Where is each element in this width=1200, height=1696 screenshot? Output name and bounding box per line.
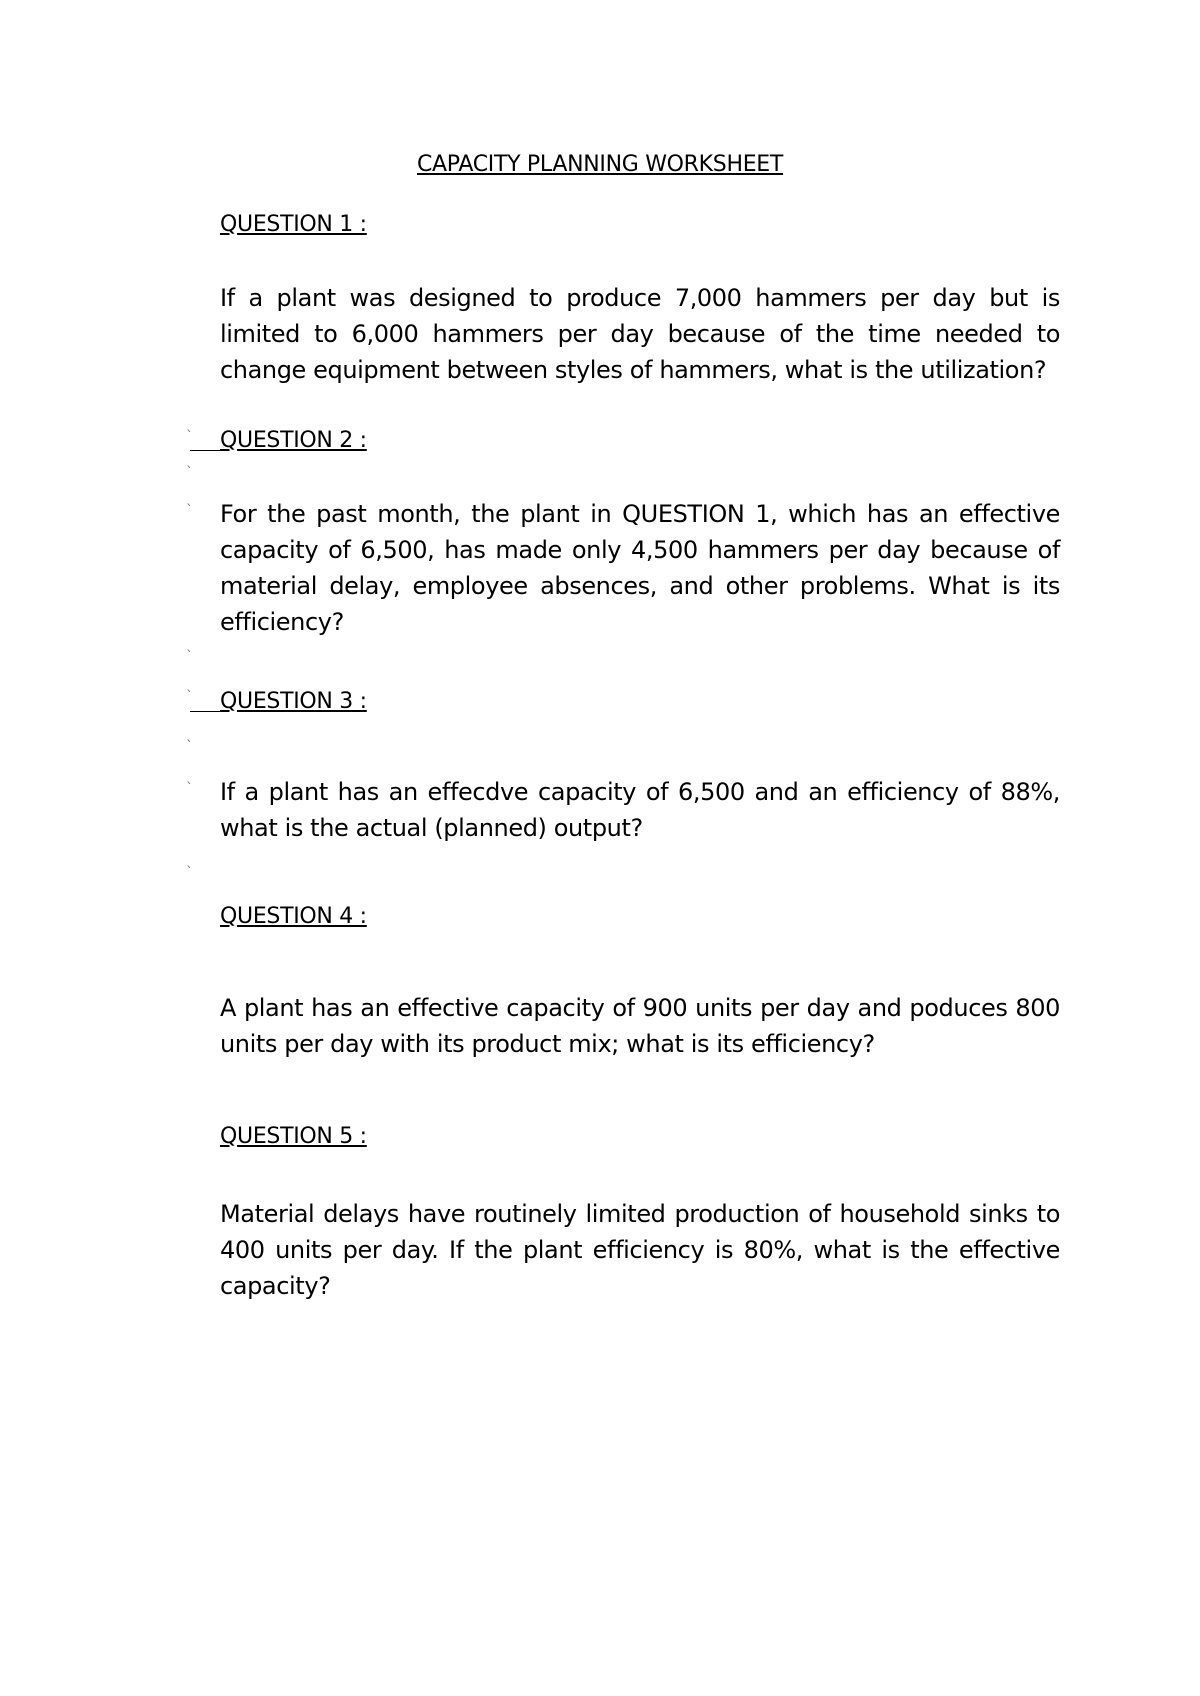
- question-5-text: Material delays have routinely limited production of household sinks to 400 units per day. If the plant efficiency is 80%, what is the effective capacity?: [220, 1200, 1060, 1300]
- heading-underline-extension: [190, 450, 220, 451]
- heading-underline-extension: [190, 711, 220, 712]
- question-3-heading: QUESTION 3 :: [220, 689, 367, 714]
- margin-mark: ˋ: [186, 465, 193, 481]
- margin-mark: ˋ: [186, 503, 193, 519]
- question-2-heading: QUESTION 2 :: [220, 428, 367, 453]
- question-1-text: If a plant was designed to produce 7,000 hammers per day but is limited to 6,000 hammers per day because of the time needed to change equipment between styles of hammers, what is the utilization?: [220, 284, 1060, 384]
- margin-mark: ˋ: [186, 739, 193, 755]
- question-3-text: If a plant has an effecdve capacity of 6,500 and an efficiency of 88%, what is the actual (planned) output?: [220, 778, 1060, 842]
- question-2-text: For the past month, the plant in QUESTION 1, which has an effective capacity of 6,500, has made only 4,500 hammers per day because of material delay, employee absences, and other problems. What is its efficiency?: [220, 500, 1060, 636]
- question-5-heading: QUESTION 5 :: [220, 1124, 367, 1149]
- margin-mark: ˋ: [186, 781, 193, 797]
- margin-mark: ˋ: [186, 689, 193, 705]
- margin-mark: ˋ: [186, 429, 193, 445]
- document-title: CAPACITY PLANNING WORKSHEET: [416, 152, 784, 177]
- margin-mark: ˋ: [186, 649, 193, 665]
- question-1-heading: QUESTION 1 :: [220, 212, 367, 237]
- margin-mark: ˋ: [186, 865, 193, 881]
- question-4-text: A plant has an effective capacity of 900 units per day and poduces 800 units per day with its product mix; what is its efficiency?: [220, 994, 1060, 1058]
- question-4-heading: QUESTION 4 :: [220, 904, 367, 929]
